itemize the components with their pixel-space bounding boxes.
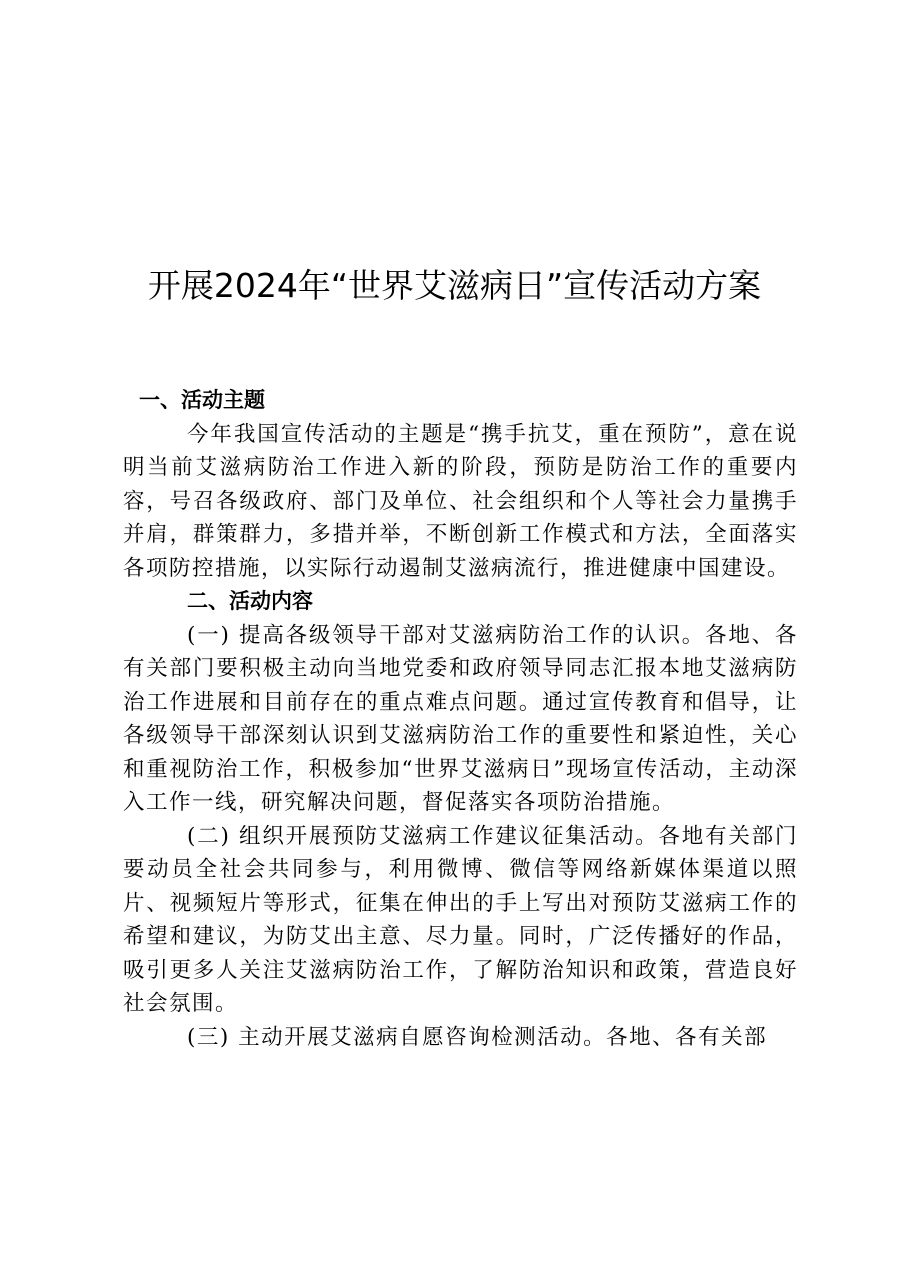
document-body bbox=[123, 384, 798, 1054]
paragraph-content-2: (二) 组织开展预防艾滋病工作建议征集活动。各地有关部门要动员全社会共同参与，利用微博、微信等网络新媒体渠道以照片、视频短片等形式，征集在伸出的手上写出对预防艾滋病工作的希望和建议，为防艾出主意、尽力量。同时，广泛传播好的作品，吸引更多人关注艾滋病防治工作，了解防治知识和政策，营造良好社会氛围。 bbox=[123, 823, 798, 1016]
paragraph-theme: 今年我国宣传活动的主题是“携手抗艾，重在预防”，意在说明当前艾滋病防治工作进入新的阶段，预防是防治工作的重要内容，号召各级政府、部门及单位、社会组织和个人等社会力量携手并肩，群策群力，多措并举，不断创新工作模式和方法，全面落实各项防控措施，以实际行动遏制艾滋病流行，推进健康中国建设。 bbox=[123, 421, 798, 581]
paragraph-content-3: (三) 主动开展艾滋病自愿咨询检测活动。各地、各有关部 bbox=[187, 1024, 768, 1050]
document-title: 开展2024年“世界艾滋病日”宣传活动方案 bbox=[147, 266, 762, 305]
section-heading-content: 二、活动内容 bbox=[187, 589, 313, 613]
section-heading-theme: 一、活动主题 bbox=[139, 388, 265, 412]
paragraph-content-1: (一) 提高各级领导干部对艾滋病防治工作的认识。各地、各有关部门要积极主动向当地党委和政府领导同志汇报本地艾滋病防治工作进展和目前存在的重点难点问题。通过宣传教育和倡导，让各级领导干部深刻认识到艾滋病防治工作的重要性和紧迫性，关心和重视防治工作，积极参加“世界艾滋病日”现场宣传活动，主动深入工作一线，研究解决问题，督促落实各项防治措施。 bbox=[123, 622, 798, 815]
